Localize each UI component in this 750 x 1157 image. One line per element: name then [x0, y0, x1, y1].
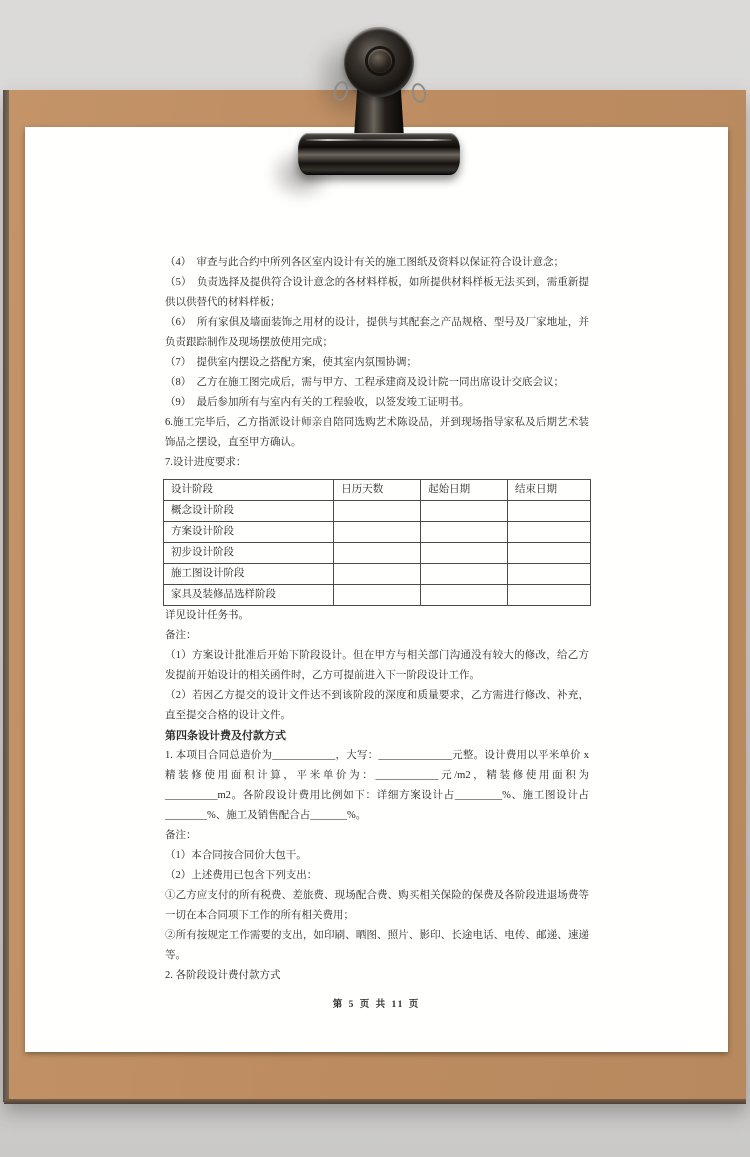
fee-remark-2: （2）上述费用已包含下列支出：	[165, 870, 318, 881]
phase-scheme: 方案设计阶段	[164, 522, 334, 543]
contract-page	[25, 127, 728, 1052]
phase-concept: 概念设计阶段	[164, 501, 334, 522]
table-header-row	[164, 480, 591, 501]
section4-heading: 第四条设计费及付款方式	[165, 730, 286, 742]
clause-item-9: （9） 最后参加所有与室内有关的工程验收，以签发竣工证明书。	[165, 397, 470, 408]
header-design-phase: 设计阶段	[164, 480, 334, 501]
clause-item-5: （5） 负责选择及提供符合设计意念的各材料样板，如所提供材料样板无法买到，需重新提供以供替代的材料样板；	[165, 277, 589, 308]
paragraph-see-brief: 详见设计任务书。	[165, 610, 249, 621]
clipboard-board	[4, 90, 746, 1102]
table-cell-empty	[508, 585, 591, 606]
table-cell-empty	[508, 543, 591, 564]
header-calendar-days: 日历天数	[334, 480, 421, 501]
clause-item-7: （7） 提供室内摆设之搭配方案，使其室内氛围协调；	[165, 357, 417, 368]
remark-2: （2）若因乙方提交的设计文件达不到该阶段的深度和质量要求，乙方需进行修改、补充，直至提交合格的设计文件。	[165, 690, 589, 721]
clause-item-4: （4） 审查与此合约中所列各区室内设计有关的施工图纸及资料以保证符合设计意念；	[165, 257, 564, 268]
page-number: 第 5 页 共 11 页	[332, 1000, 421, 1010]
table-cell-empty	[421, 522, 508, 543]
table-cell-empty	[334, 501, 421, 522]
paragraph-construction-complete: 6.施工完毕后，乙方指派设计师亲自陪同选购艺术陈设品，并到现场指导家私及后期艺术装饰品之摆设，直至甲方确认。	[165, 417, 589, 448]
table-cell-empty	[421, 564, 508, 585]
table-cell-empty	[334, 585, 421, 606]
table-cell-empty	[421, 543, 508, 564]
clip-spring-circle	[344, 27, 414, 97]
table-cell-empty	[508, 564, 591, 585]
header-end-date: 结束日期	[508, 480, 591, 501]
table-row	[164, 522, 591, 543]
metal-binder-clip	[296, 25, 466, 185]
table-cell-empty	[334, 522, 421, 543]
table-cell-empty	[421, 501, 508, 522]
table-cell-empty	[508, 522, 591, 543]
table-cell-empty	[421, 585, 508, 606]
clause-item-8: （8） 乙方在施工图完成后，需与甲方、工程承建商及设计院一同出席设计交底会议；	[165, 377, 564, 388]
design-schedule-table	[163, 479, 591, 606]
remarks-label-2: 备注：	[165, 830, 197, 841]
table-cell-empty	[334, 543, 421, 564]
clip-jaw-bar	[298, 133, 460, 175]
table-row	[164, 585, 591, 606]
table-row	[164, 501, 591, 522]
fee-remark-1: （1）本合同按合同价大包干。	[165, 850, 307, 861]
table-cell-empty	[334, 564, 421, 585]
phase-preliminary: 初步设计阶段	[164, 543, 334, 564]
header-start-date: 起始日期	[421, 480, 508, 501]
phase-furniture-selection: 家具及装修品选样阶段	[164, 585, 334, 606]
phase-construction-drawing: 施工图设计阶段	[164, 564, 334, 585]
paragraph-schedule-intro: 7.设计进度要求：	[165, 457, 247, 468]
document-content	[165, 253, 589, 986]
table-cell-empty	[508, 501, 591, 522]
fee-paragraph: 1. 本项目合同总造价为____________，大写：______________元整。设计费用以平米单价 x 精装修使用面积计算，平米单价为：____________元/m2，精装修使用面积为__________m2。各阶段设计费用比例如下：详细方案设计占_________%、施工图设计占________%、施工及销售配合占_______%。	[165, 750, 589, 821]
fee-included-2: ②所有按规定工作需要的支出，如印刷、晒图、照片、影印、长途电话、电传、邮递、速递等。	[165, 930, 589, 961]
table-row	[164, 543, 591, 564]
remarks-label: 备注：	[165, 630, 197, 641]
payment-method-intro: 2. 各阶段设计费付款方式	[165, 970, 281, 981]
clause-item-6: （6） 所有家俱及墙面装饰之用材的设计，提供与其配套之产品规格、型号及厂家地址，并负责跟踪制作及现场摆放使用完成；	[165, 317, 589, 348]
table-row	[164, 564, 591, 585]
clip-hole	[368, 49, 392, 73]
remark-1: （1）方案设计批准后开始下阶段设计。但在甲方与相关部门沟通没有较大的修改，给乙方发提前开始设计的相关函件时，乙方可提前进入下一阶段设计工作。	[165, 650, 589, 681]
clip-wire-right	[410, 82, 428, 105]
fee-included-1: ①乙方应支付的所有税费、差旅费、现场配合费、购买相关保险的保费及各阶段进退场费等一切在本合同项下工作的所有相关费用；	[165, 890, 589, 921]
